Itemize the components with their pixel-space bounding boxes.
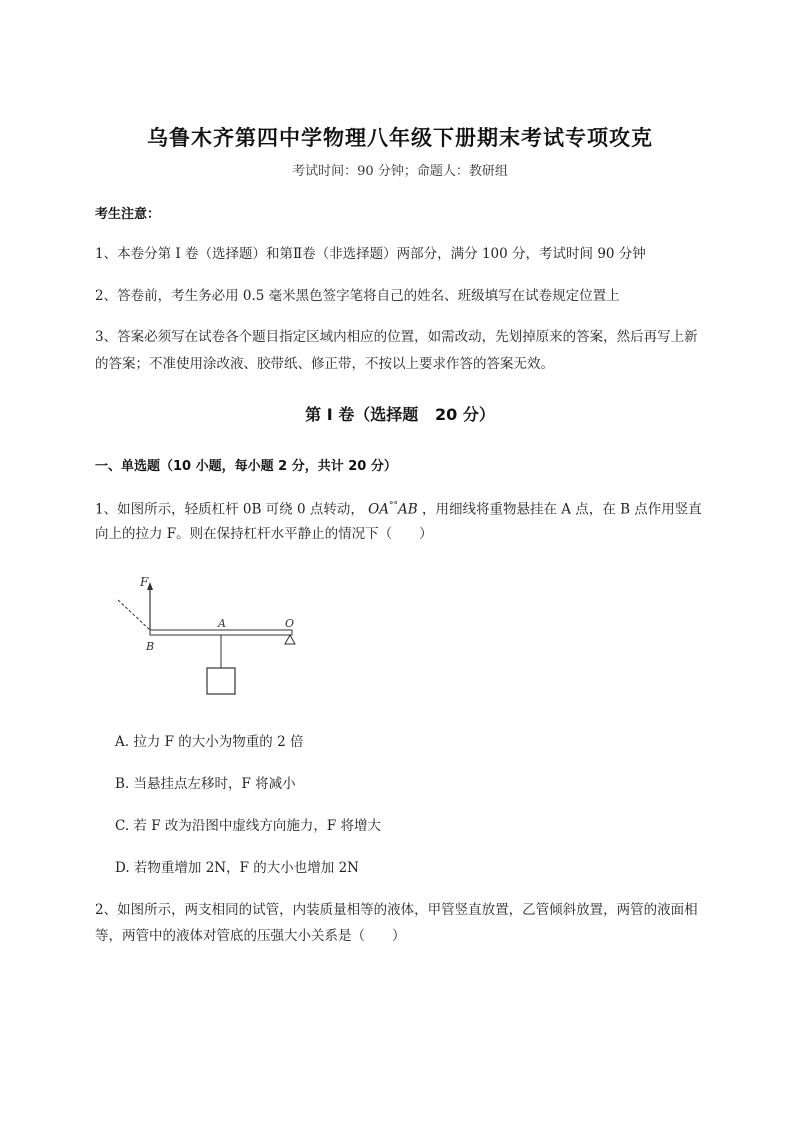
label-B: B: [146, 640, 155, 653]
lever-figure: [110, 572, 310, 702]
question-1-line-1: [95, 492, 755, 524]
label-A: A: [218, 617, 226, 630]
math-symbol: °°: [388, 501, 398, 511]
question-1-line-2: 向上的拉力 F。则在保持杠杆水平静止的情况下（ ）: [95, 526, 433, 542]
section-title: 第 I 卷（选择题 20 分）: [305, 405, 495, 424]
question-2-line-2: 等，两管中的液体对管底的压强大小关系是（ ）: [95, 928, 406, 944]
label-F: F: [140, 575, 149, 589]
question-1-text-post: ，用细线将重物悬挂在 A 点，在 B 点作用竖直: [421, 501, 702, 518]
part-heading: 一、单选题（10 小题，每小题 2 分，共计 20 分）: [95, 459, 397, 474]
notice-item: 2、答卷前，考生务必用 0.5 毫米黑色签字笔将自己的姓名、班级填写在试卷规定位置上: [95, 288, 620, 304]
notice-item: 的答案；不准使用涂改液、胶带纸、修正带，不按以上要求作答的答案无效。: [95, 356, 554, 372]
notice-item: 1、本卷分第 I 卷（选择题）和第Ⅱ卷（非选择题）两部分，满分 100 分，考试时间 90 分钟: [95, 246, 646, 262]
page-title: 乌鲁木齐第四中学物理八年级下册期末考试专项攻克: [147, 126, 653, 150]
math-oa: OA: [368, 501, 389, 518]
option-b[interactable]: B. 当悬挂点左移时，F 将减小: [115, 776, 296, 792]
exam-subtitle: 考试时间：90 分钟；命题人：教研组: [292, 164, 508, 179]
math-ab: AB: [397, 501, 418, 518]
option-c[interactable]: C. 若 F 改为沿图中虚线方向施力，F 将增大: [115, 818, 382, 834]
lever-bar: [150, 630, 292, 635]
dashed-force-line: [118, 600, 150, 630]
notice-heading: 考生注意：: [95, 207, 161, 222]
option-d[interactable]: D. 若物重增加 2N，F 的大小也增加 2N: [115, 860, 359, 876]
label-O: O: [285, 617, 295, 630]
pivot-triangle: [285, 635, 295, 644]
option-a[interactable]: A. 拉力 F 的大小为物重的 2 倍: [115, 734, 304, 750]
question-2-line-1: 2、如图所示，两支相同的试管，内装质量相等的液体，甲管竖直放置，乙管倾斜放置，两管的液面相: [95, 902, 698, 918]
notice-item: 3、答案必须写在试卷各个题目指定区域内相应的位置，如需改动，先划掉原来的答案，然后再写上新: [95, 329, 698, 345]
weight-block: [207, 668, 235, 694]
question-1-text-pre: 1、如图所示，轻质杠杆 0B 可绕 0 点转动，: [95, 501, 364, 518]
